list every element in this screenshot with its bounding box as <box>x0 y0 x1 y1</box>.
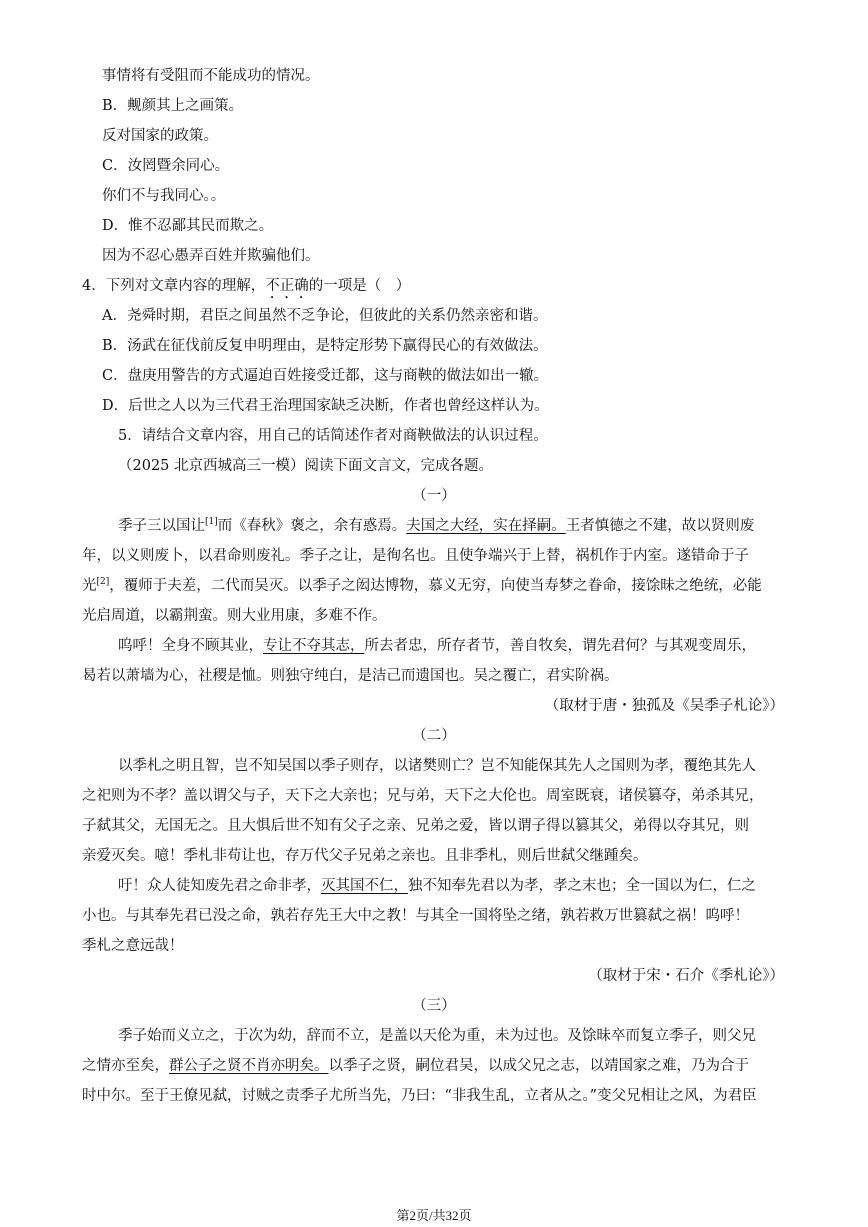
section-heading: （三） <box>412 998 456 1014</box>
section-heading: （一） <box>412 488 456 504</box>
section-heading: （二） <box>412 728 456 744</box>
passage-line: 年，以义则废卜，以君命则废礼。季子之让，是徇名也。且使争端兴于上替，祸机作于内室。遂错命于子 <box>82 548 749 564</box>
question-5: 5．请结合文章内容，用自己的话简述作者对商鞅做法的认识过程。 <box>118 428 548 444</box>
passage-source: （取材于唐・独孤及《吴季子札论》） <box>544 698 784 714</box>
underlined-sentence: 夫国之大经，实在择嗣。 <box>406 518 566 534</box>
page-number: 第2页/共32页 <box>396 1208 472 1223</box>
text: 光 <box>82 578 97 594</box>
text: 而《春秋》褒之，余有惑焉。 <box>217 518 407 534</box>
q4-option-d: D．后世之人以为三代君王治理国家缺乏决断，作者也曾经这样认为。 <box>102 398 549 414</box>
text: 以季子之贤，嗣位君吴，以成父兄之志，以靖国家之难，乃为合于 <box>328 1058 749 1074</box>
passage-line: 季札之意远哉！ <box>82 938 184 954</box>
text: 之情亦至矣， <box>82 1058 169 1074</box>
stem-text: 4．下列对文章内容的理解， <box>82 278 266 294</box>
footnote-marker: [1] <box>205 517 218 528</box>
passage-line <box>82 576 762 596</box>
text: 季子三以国让 <box>118 518 205 534</box>
text: ，覆师于夫差，二代而吴灭。以季子之闳达博物，慕义无穷，向使当寿梦之眷命，接馀昧之绝统，必能 <box>109 578 762 594</box>
text: 独不知奉先君以为孝，孝之末也；全一国以为仁，仁之 <box>408 878 756 894</box>
passage-line: 季子始而义立之，于次为幼，辞而不立，是盖以天伦为重，未为过也。及馀昧卒而复立季子，则父兄 <box>118 1028 756 1044</box>
stem-text: 的一项是（ ） <box>308 278 411 294</box>
footnote-marker: [2] <box>96 577 110 588</box>
text: 所去者忠，所存者节，善自牧矣，谓先君何？与其观变周乐， <box>364 638 756 654</box>
text: 吁！众人徒知废先君之命非孝， <box>118 878 321 894</box>
text: 呜呼！全身不顾其业， <box>118 638 263 654</box>
option-d: D．惟不忍鄙其民而欺之。 <box>102 218 274 234</box>
passage-source: （取材于宋・石介《季札论》） <box>588 968 784 984</box>
passage-line <box>118 636 756 656</box>
underlined-sentence: 灭其国不仁， <box>321 878 408 894</box>
passage-line: 曷若以萧墙为心，社稷是恤。则独守纯白，是洁己而遗国也。吴之覆亡，君实阶祸。 <box>82 668 619 684</box>
option-explanation: 你们不与我同心。。 <box>102 188 226 204</box>
emphasis-text: 不正确 <box>265 278 309 294</box>
passage-line: 亲爱灭矣。噫！季札非苟让也，存万代父子兄弟之亲也。且非季札，则后世弑父继踵矣。 <box>82 848 648 864</box>
passage-line: 以季札之明且智，岂不知吴国以季子则存，以诸樊则亡？岂不知能保其先人之国则为孝，覆绝其先人 <box>118 758 756 774</box>
question-4-stem <box>82 276 410 302</box>
passage-line: 子弑其父，无国无之。且大惧后世不知有父子之亲、兄弟之爱，皆以谓子得以篡其父，弟得以夺其兄，则 <box>82 818 749 834</box>
q4-option-c: C．盘庚用警告的方式逼迫百姓接受迁都，这与商鞅的做法如出一辙。 <box>102 368 549 384</box>
q4-option-a: A．尧舜时期，君臣之间虽然不乏争论，但彼此的关系仍然亲密和谐。 <box>102 308 548 324</box>
passage-line <box>118 516 754 536</box>
passage-line <box>118 876 756 896</box>
passage-line <box>82 1056 749 1076</box>
option-explanation: 事情将有受阻而不能成功的情况。 <box>102 68 320 84</box>
passage-intro: （2025 北京西城高三一模）阅读下面文言文，完成各题。 <box>118 458 494 474</box>
option-b: B．觍颜其上之画策。 <box>102 98 244 114</box>
underlined-sentence: 专让不夺其志， <box>263 638 365 654</box>
option-explanation: 反对国家的政策。 <box>102 128 218 144</box>
passage-line: 之祀则为不孝？盖以谓父与子，天下之大亲也；兄与弟，天下之大伦也。周室既衰，诸侯篡夺，弟杀其兄， <box>82 788 764 804</box>
passage-line: 光启周道，以霸荆蛮。则大业用康，多难不作。 <box>82 608 387 624</box>
passage-line: 时中尔。至于王僚见弑，讨贼之责季子尤所当先，乃曰：“非我生乱，立者从之。”变父兄相让之风，为君臣 <box>82 1088 757 1104</box>
underlined-sentence: 群公子之贤不肖亦明矣。 <box>169 1058 329 1074</box>
option-explanation: 因为不忍心愚弄百姓并欺骗他们。 <box>102 248 320 264</box>
passage-line: 小也。与其奉先君已没之命，孰若存先王大中之教！与其全一国将坠之绪，孰若救万世篡弑之祸！呜呼！ <box>82 908 749 924</box>
q4-option-b: B．汤武在征伐前反复申明理由，是特定形势下赢得民心的有效做法。 <box>102 338 548 354</box>
option-c: C．汝罔暨余同心。 <box>102 158 230 174</box>
text: 王者慎德之不建，故以贤则废 <box>565 518 755 534</box>
